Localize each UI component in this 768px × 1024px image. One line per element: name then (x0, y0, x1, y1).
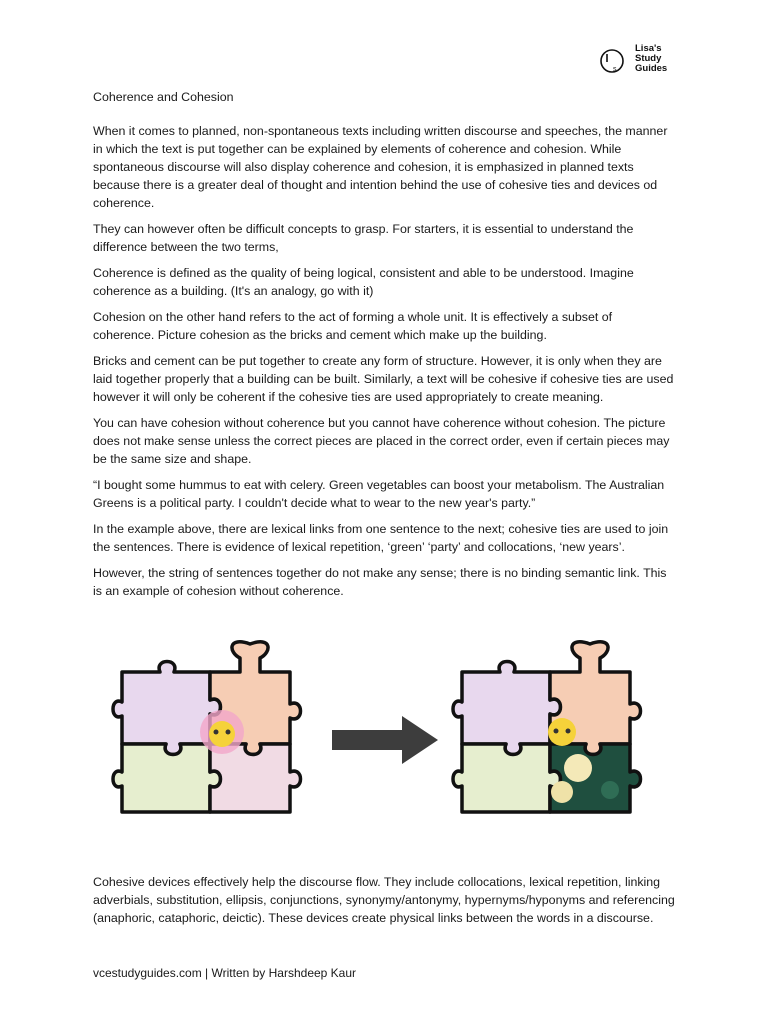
arrow-right-icon (332, 716, 438, 764)
logo-line-3: Guides (635, 63, 668, 74)
puzzle-piece-pink (210, 744, 301, 812)
quote-paragraph: “I bought some hummus to eat with celery. Green vegetables can boost your metabolism. The Australian Greens is a political party. I couldn't decide what to wear to the new year's party.” (93, 478, 665, 510)
svg-text:s: s (613, 66, 617, 73)
paragraph: Bricks and cement can be put together to create any form of structure. However, it is only when they are laid together properly that a building can be built. Similarly, a text will be cohesive if cohesive ties are used however it will only be coherent if the cohesive ties are used appropriately to create meaning. (93, 354, 674, 404)
puzzle-piece-purple (453, 662, 561, 755)
paragraph: When it comes to planned, non-spontaneous texts including written discourse and speeches, the manner in which the text is put together can be explained by elements of coherence and cohesion. While spontaneous discourse will also display coherence and cohesion, it is emphasized in planned texts because there is a greater deal of thought and intention behind the use of cohesive ties and devices od coherence. (93, 124, 668, 210)
puzzle-illustration (110, 640, 670, 820)
page-footer: vcestudyguides.com | Written by Harshdeep Kaur (93, 966, 357, 980)
paragraph: You can have cohesion without coherence but you cannot have coherence without cohesion. The picture does not make sense unless the correct pieces are placed in the correct order, even if certain pieces may be the same size and shape. (93, 416, 670, 466)
puzzle-piece-green (453, 744, 561, 812)
paragraph: However, the string of sentences together do not make any sense; there is no binding semantic link. This is an example of cohesion without coherence. (93, 566, 667, 598)
lisas-study-guides-logo-icon (598, 46, 628, 76)
puzzle-left-image (113, 642, 301, 812)
brand-logo (598, 44, 688, 78)
puzzle-piece-green (113, 744, 221, 812)
document-body (93, 88, 675, 608)
logo-line-2: Study (635, 53, 662, 64)
logo-text (635, 44, 667, 74)
document-title: Coherence and Cohesion (93, 90, 234, 104)
paragraph: They can however often be difficult concepts to grasp. For starters, it is essential to understand the difference between the two terms, (93, 222, 634, 254)
paragraph: Coherence is defined as the quality of being logical, consistent and able to be understood. Imagine coherence as a building. (It's an analogy, go with it) (93, 266, 634, 298)
closing-paragraph: Cohesive devices effectively help the discourse flow. They include collocations, lexical repetition, linking adverbials, substitution, ellipsis, conjunctions, synonymy/antonymy, hypernyms/hyponyms and referencing (anaphoric, cataphoric, deictic). These devices create physical links between the words in a discourse. (93, 875, 675, 926)
paragraph: In the example above, there are lexical links from one sentence to the next; cohesive ties are used to join the sentences. There is evidence of lexical repetition, ‘green’ ‘party’ and collocations, ‘new years’. (93, 522, 669, 554)
paragraph: Cohesion on the other hand refers to the act of forming a whole unit. It is effectively a subset of coherence. Picture cohesion as the bricks and cement which make up the building. (93, 310, 613, 342)
puzzle-right-image (453, 642, 641, 812)
logo-line-1: Lisa's (635, 43, 662, 54)
